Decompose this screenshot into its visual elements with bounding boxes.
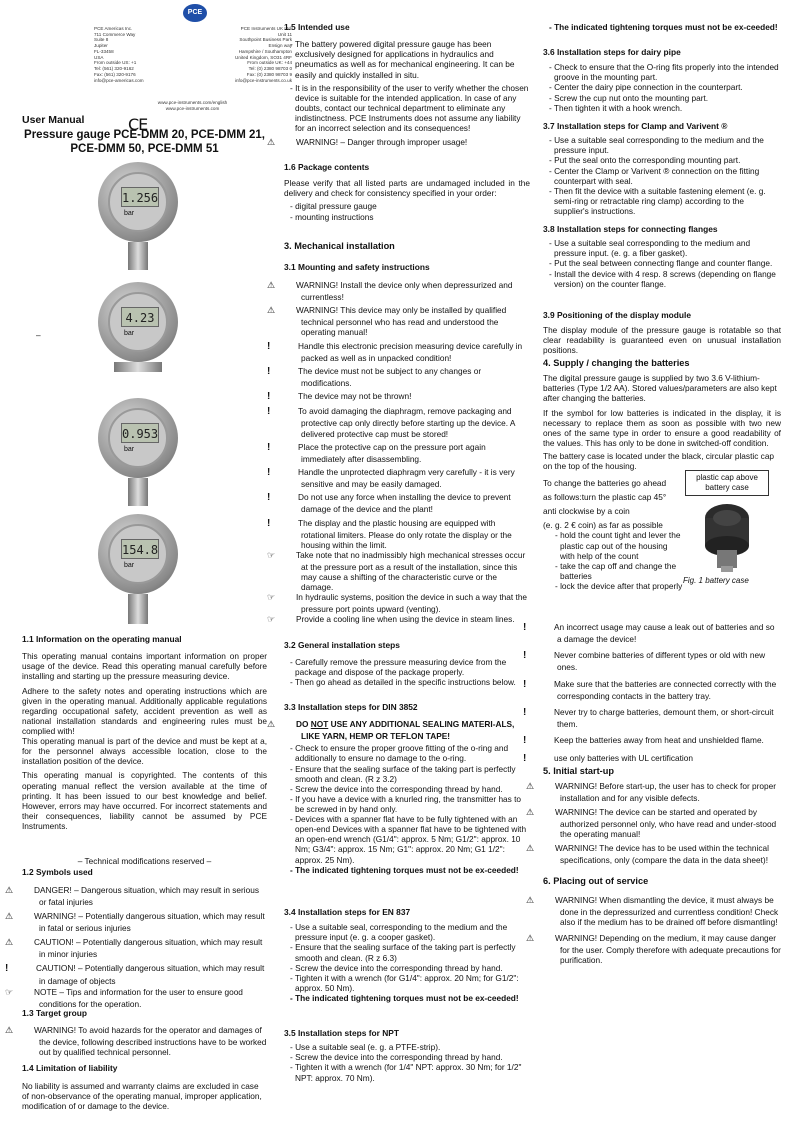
section-1-1 bbox=[22, 634, 267, 831]
list-item: - It is in the responsibility of the user to verify whether the chosen device is suitable for the intended application. In case of any doubts, contact our technical department to eliminate any indistinctness. PCE Instruments does not assume any liability for an incorrect selection and its consequences! bbox=[290, 82, 529, 134]
caution-text: The display and the plastic housing are equipped with rotational limiters. Please do only rotate the display or the housing within the limit. bbox=[298, 517, 512, 550]
note-text: Provide a cooling line when using the device in steam lines. bbox=[296, 614, 515, 625]
company-header bbox=[93, 4, 292, 116]
section-title: 3.8 Installation steps for connecting flanges bbox=[543, 224, 718, 234]
list-item: - Check to ensure that the O-ring fits properly into the intended groove in the mounting part. bbox=[549, 62, 779, 83]
list-item: - Then tighten it with a hook wrench. bbox=[549, 102, 683, 113]
website-links bbox=[93, 100, 292, 111]
website-link-english[interactable]: www.pce-instruments.com/english bbox=[157, 100, 228, 105]
gauge-image-dmm50: 0.953 bar bbox=[98, 398, 178, 508]
section-title: 5. Initial start-up bbox=[543, 766, 614, 776]
paragraph: No liability is assumed and warranty claims are excluded in case of non-observance of the operating manual, improper application, modification of or damage to the device. bbox=[22, 1081, 262, 1112]
caution-text: Keep the batteries away from heat and unshielded flame. bbox=[554, 735, 764, 746]
exclamation-icon: ! bbox=[523, 735, 527, 747]
list-item: - Put the seal between connecting flange and counter flange. bbox=[549, 258, 773, 269]
warning-text: WARNING! Before start-up, the user has to check for proper installation and for any visible defects. bbox=[555, 781, 777, 804]
section-3-3 bbox=[267, 702, 530, 875]
warning-icon: ⚠ bbox=[267, 720, 276, 731]
warning-icon: ⚠ bbox=[267, 281, 276, 292]
stray-dash: – bbox=[36, 330, 41, 340]
note-hand-icon: ☞ bbox=[267, 551, 276, 561]
list-item: - Use a suitable seal (e. g. a PTFE-strip). bbox=[290, 1042, 441, 1053]
section-title: 3.3 Installation steps for DIN 3852 bbox=[284, 702, 418, 712]
list-item: - hold the count tight and lever the plastic cap out of the housing with help of the count bbox=[555, 530, 681, 561]
pce-logo: PCE bbox=[183, 4, 207, 22]
list-item: - digital pressure gauge bbox=[290, 201, 377, 212]
section-title: 1.4 Limitation of liability bbox=[22, 1063, 118, 1073]
caution-text: Handle this electronic precision measuring device carefully in packed as well as in unpacked condition! bbox=[298, 340, 523, 363]
section-title: 3.6 Installation steps for dairy pipe bbox=[543, 47, 681, 57]
caution-text: Make sure that the batteries are connected correctly with the corresponding contacts in the battery tray. bbox=[554, 678, 777, 701]
battery-steps: To change the batteries go ahead as follows:turn the plastic cap 45° anti clockwise by a coin (e. g. 2 € coin) as far as possible - hold the count tight and lever the plastic cap out of the housing with help of the count - take the cap off and change the batteries - lock the device after that properly bbox=[543, 478, 683, 591]
list-item: - Then go ahead as detailed in the specific instructions below. bbox=[290, 677, 516, 688]
warning-icon: ⚠ bbox=[5, 886, 14, 897]
section-title: 3.9 Positioning of the display module bbox=[543, 310, 691, 320]
section-1-2 bbox=[5, 867, 267, 1009]
caution-text: Never combine batteries of different types or old with new ones. bbox=[554, 650, 766, 673]
website-link[interactable]: www.pce-instruments.com bbox=[165, 105, 220, 111]
list-item: - Ensure that the sealing surface of the taking part is perfectly smooth and clean. (R z 6.3) bbox=[290, 942, 516, 963]
section-6 bbox=[526, 876, 781, 966]
warning-text: WARNING! When dismantling the device, it must always be done in the depressurized and currentless condition! Check also if the medium has to be drained off before dismantling! bbox=[555, 895, 779, 928]
user-manual-label: User Manual bbox=[22, 114, 85, 126]
caution-text: The device must not be subject to any changes or modifications. bbox=[298, 365, 482, 388]
section-3-title: 3. Mechanical installation bbox=[284, 241, 395, 251]
exclamation-icon: ! bbox=[523, 622, 527, 633]
list-item: - Use a suitable seal, corresponding to the medium and the pressure input (e. g. a cooper gasket). bbox=[290, 922, 508, 943]
warning-icon: ⚠ bbox=[526, 808, 535, 819]
exclamation-icon: ! bbox=[267, 517, 271, 529]
section-1-3 bbox=[5, 1008, 267, 1058]
gauge-image-dmm20: 1.256 bar bbox=[98, 162, 178, 274]
list-item: - Install the device with 4 resp. 8 screws (depending on flange version) on the counter flange. bbox=[549, 268, 776, 289]
list-item: - Screw the device into the corresponding thread by hand. bbox=[290, 962, 503, 973]
paragraph: The digital pressure gauge is supplied by two 3.6 V-lithium-batteries (Type 1/2 AA). Stored values/parameters are also kept after changing the batteries. bbox=[543, 373, 777, 404]
list-item: - Put the seal onto the corresponding mounting part. bbox=[549, 155, 741, 166]
list-item: - Check to ensure the proper groove fitting of the o-ring and additionally to ensure no damage to the o-ring. bbox=[290, 743, 509, 764]
target-group-text: WARNING! To avoid hazards for the operator and damages of the device, following described instructions have to be worked out by qualified technical personnel. bbox=[34, 1025, 267, 1058]
ce-mark: CE bbox=[128, 115, 148, 134]
warning-icon: ⚠ bbox=[526, 896, 535, 907]
section-3-6 bbox=[543, 47, 781, 113]
section-3-8 bbox=[543, 224, 781, 289]
technical-modifications-note: – Technical modifications reserved – bbox=[77, 856, 212, 866]
section-title: 3.2 General installation steps bbox=[284, 640, 400, 650]
caution-text: The device may not be thrown! bbox=[298, 391, 412, 402]
battery-cautions bbox=[523, 622, 781, 766]
note-text: Take note that no inadmissibly high mechanical stresses occur at the pressure port as a result of the installation, since this may cause a shifting of the characteristic curve or the damage. bbox=[296, 550, 526, 593]
exclamation-icon: ! bbox=[523, 678, 527, 690]
exclamation-icon: ! bbox=[267, 406, 271, 418]
exclamation-icon: ! bbox=[523, 650, 527, 662]
list-item: - Then fit the device with a suitable fastening element (e. g. semi-ring or retractable ring clamp) according to the supplier's instructions. bbox=[549, 185, 766, 217]
exclamation-icon: ! bbox=[267, 467, 271, 478]
section-1-4 bbox=[22, 1063, 267, 1112]
warning-icon: ⚠ bbox=[526, 782, 535, 793]
section-3-2 bbox=[284, 640, 530, 688]
list-item: - Tighten it with a wrench (for 1/4" NPT: approx. 30 Nm; for 1/2" NPT: approx. 70 Nm). bbox=[290, 1062, 522, 1083]
paragraph: This operating manual is copyrighted. The contents of this operating manual reflect the version available at the time of printing. It has been issued to our best knowledge and belief. However, errors may have occurred. For incorrect statements and their consequences, liability cannot be assumed by PCE Instruments. bbox=[22, 770, 267, 831]
warning-icon: ⚠ bbox=[267, 138, 276, 149]
document-title: Pressure gauge PCE-DMM 20, PCE-DMM 21, PCE-DMM 50, PCE-DMM 51 bbox=[24, 129, 265, 156]
list-item: - The battery powered digital pressure gauge has been exclusively designed for applications in hydraulics and pneumatics as well as for mechanical engineering. It can be easily and quickly installed in situ. bbox=[290, 39, 515, 80]
section-3-4 bbox=[284, 907, 530, 1003]
caution-text: An incorrect usage may cause a leak out of batteries and so a damage the device! bbox=[554, 622, 775, 645]
paragraph: Please verify that all listed parts are undamaged included in the delivery and check for consistency specified in your order: bbox=[284, 178, 530, 199]
symbol-note: NOTE – Tips and information for the user to ensure good conditions for the operation. bbox=[34, 986, 243, 1009]
exclamation-icon: ! bbox=[5, 963, 9, 975]
list-item: - If you have a device with a knurled ring, the transmitter has to be screwed in by hand only. bbox=[290, 793, 522, 814]
paragraph: This operating manual is part of the device and must be kept at a, for the personnel always accessible location, close to the installation position of the device. bbox=[22, 736, 267, 767]
exclamation-icon: ! bbox=[523, 706, 527, 718]
gauge-display: 4.23 bbox=[121, 307, 159, 327]
list-item: - Devices with a spanner flat have to be fully tightened with an open-end Devices with a spanner flat have to be tightened with an open-end wrench (G1/4": approx. 5 Nm; G1/2": approx. 10 Nm; G3/4": approx. 15 Nm; G1": approx. 20 Nm; G1 1/2": approx. 25 Nm). bbox=[290, 814, 527, 865]
section-4 bbox=[543, 358, 781, 471]
symbol-caution-injury: CAUTION! – Potentially dangerous situation, which may result in minor injuries bbox=[34, 937, 263, 960]
list-item: - mounting instructions bbox=[290, 211, 374, 222]
caution-text: To avoid damaging the diaphragm, remove packaging and protective cap only directly before starting up the device. A delivered protective cap must be stored! bbox=[298, 406, 515, 439]
caution-text: Never try to charge batteries, demount them, or short-circuit them. bbox=[554, 706, 774, 730]
list-item: - The indicated tightening torques must not be ex-ceeded! bbox=[290, 864, 519, 875]
section-3-1 bbox=[267, 262, 530, 626]
symbol-danger: DANGER! – Dangerous situation, which may result in serious or fatal injuries bbox=[34, 885, 260, 908]
section-title: 1.5 Intended use bbox=[284, 22, 350, 32]
warning-icon: ⚠ bbox=[526, 844, 535, 855]
section-3-9 bbox=[543, 310, 781, 356]
figure-callout: plastic cap above battery case bbox=[685, 470, 769, 496]
warning-text: WARNING! – Danger through improper usage! bbox=[296, 137, 468, 148]
list-item: - Center the dairy pipe connection in the counterpart. bbox=[549, 82, 743, 93]
warning-icon: ⚠ bbox=[5, 912, 14, 923]
warning-icon: ⚠ bbox=[5, 1026, 14, 1037]
list-item: - Screw the device into the corresponding thread by hand. bbox=[290, 1052, 503, 1063]
warning-text: WARNING! The device has to be used within the technical specifications, only (compare the data in the data sheet)! bbox=[555, 843, 769, 866]
paragraph: The battery case is located under the black, circular plastic cap on the top of the housing. bbox=[543, 450, 775, 472]
list-item: - lock the device after that properly bbox=[555, 580, 683, 591]
paragraph: Adhere to the safety notes and operating instructions which are given in the operating manual. Additionally applicable regulations regarding occupational safety, accident prevention as well as national installation standards and engineering rules must be complied with! bbox=[22, 685, 267, 737]
section-title: 1.6 Package contents bbox=[284, 162, 370, 172]
section-title: 3.7 Installation steps for Clamp and Varivent ® bbox=[543, 121, 728, 131]
exclamation-icon: ! bbox=[267, 492, 271, 504]
section-title: 3.5 Installation steps for NPT bbox=[284, 1028, 399, 1038]
warning-text: WARNING! This device may only be installed by qualified technical personnel who has read and understood the operating manual! bbox=[296, 305, 507, 338]
gauge-display: 154.8 bbox=[121, 539, 159, 559]
us-address: PCE Americas Inc. 711 Commerce Way Suite 8 Jupiter FL-33458 USA From outside US: +1 Tel: (561) 320-9162 Fax: (561) 320-9176 info@pce-americas.com bbox=[94, 26, 144, 83]
caution-text: Do not use any force when installing the device to prevent damage of the device and the plant! bbox=[298, 492, 511, 515]
warning-icon: ⚠ bbox=[267, 306, 276, 317]
caution-text: use only batteries with UL certification bbox=[554, 753, 693, 764]
note-hand-icon: ☞ bbox=[267, 615, 276, 626]
symbol-warning: WARNING! – Potentially dangerous situation, which may result in fatal or serious injuries bbox=[34, 911, 265, 934]
section-title: 3.4 Installation steps for EN 837 bbox=[284, 907, 411, 917]
list-item: - The indicated tightening torques must not be ex-ceeded! bbox=[549, 22, 778, 32]
battery-case-image bbox=[701, 498, 761, 574]
paragraph: If the symbol for low batteries is indicated in the display, it is necessary to replace them as soon as possible with two new ones of the same type in order to ensure a good readability of the values. This has only to be done in switched-off condition. bbox=[543, 407, 781, 448]
warning-text: WARNING! Install the device only when depressurized and currentless! bbox=[296, 280, 513, 303]
caution-text: Handle the unprotected diaphragm very carefully - it is very sensitive and may be easily damaged. bbox=[298, 467, 515, 490]
section-1-6 bbox=[284, 162, 530, 222]
section-title: 1.3 Target group bbox=[22, 1008, 87, 1018]
uk-address: PCE Instruments UK Ltd. Unit 11 Southpoint Business Park Ensign way Hampshire / Southampton United Kingdom, SO31 4RF From outside UK: +44 Tel: (0) 2380 98703 0 Fax: (0) 2380 98703 9 info@pce-instruments.co.uk bbox=[234, 26, 292, 83]
list-item: - take the cap off and change the batteries bbox=[555, 560, 677, 581]
warning-text: WARNING! Depending on the medium, it may cause danger for the user. Comply therefore with adequate precautions for purification. bbox=[555, 933, 781, 966]
section-title: 3.1 Mounting and safety instructions bbox=[284, 262, 430, 272]
list-item: - Use a suitable seal corresponding to the medium and pressure input. (e. g. a fiber gasket). bbox=[549, 238, 751, 259]
warning-icon: ⚠ bbox=[5, 938, 14, 949]
sealing-warning: DO NOT USE ANY ADDITIONAL SEALING MATERI-ALS, LIKE YARN, HEMP OR TEFLON TAPE! bbox=[296, 719, 515, 742]
section-title: 4. Supply / changing the batteries bbox=[543, 358, 690, 368]
symbol-caution-objects: CAUTION! – Potentially dangerous situation, which may result in damage of objects bbox=[36, 963, 265, 986]
section-title: 1.1 Information on the operating manual bbox=[22, 634, 182, 644]
list-item: - Carefully remove the pressure measuring device from the package and dispose of the package properly. bbox=[290, 657, 507, 678]
note-hand-icon: ☞ bbox=[267, 593, 276, 604]
caution-text: Place the protective cap on the pressure port again immediately after disassembling. bbox=[298, 441, 486, 464]
list-item: - Tighten it with a wrench (for G1/4": approx. 20 Nm; for G1/2": approx. 50 Nm). bbox=[290, 972, 519, 993]
exclamation-icon: ! bbox=[523, 753, 527, 765]
warning-text: WARNING! The device can be started and operated by authorized personnel only, who have read and under-stood the operating manual! bbox=[555, 807, 777, 840]
exclamation-icon: ! bbox=[267, 441, 271, 453]
section-1-5 bbox=[267, 22, 530, 149]
list-item: - Use a suitable seal corresponding to the medium and the pressure input. bbox=[549, 135, 764, 156]
list-item: - The indicated tightening torques must not be ex-ceeded! bbox=[290, 993, 519, 1004]
gauge-display: 0.953 bbox=[121, 423, 159, 443]
list-item: - Screw the cup nut onto the mounting part. bbox=[549, 92, 709, 103]
section-5 bbox=[526, 766, 781, 866]
paragraph: The display module of the pressure gauge is rotatable so that clear readability is guaranteed even on unusual installation positions. bbox=[543, 325, 781, 356]
warning-icon: ⚠ bbox=[526, 934, 535, 945]
exclamation-icon: ! bbox=[267, 391, 271, 403]
section-3-7 bbox=[543, 121, 781, 216]
section-3-5 bbox=[284, 1028, 530, 1083]
section-title: 1.2 Symbols used bbox=[22, 867, 93, 877]
gauge-display: 1.256 bbox=[121, 187, 159, 207]
exclamation-icon: ! bbox=[267, 365, 271, 377]
section-title: 6. Placing out of service bbox=[543, 876, 649, 886]
paragraph: This operating manual contains important information on proper usage of the device. Read this operating manual carefully before installing and starting up the pressure measuring device. bbox=[22, 651, 267, 682]
note-hand-icon: ☞ bbox=[5, 987, 14, 998]
list-item: - Ensure that the sealing surface of the taking part is perfectly smooth and clean. (R z 3.2) bbox=[290, 763, 516, 784]
note-text: In hydraulic systems, position the device in such a way that the pressure port points upward (venting). bbox=[296, 592, 528, 615]
list-item: - Screw the device into the corresponding thread by hand. bbox=[290, 783, 503, 794]
gauge-image-dmm51: 154.8 bar bbox=[98, 514, 178, 626]
list-item: - Center the Clamp or Varivent ® connection on the fitting counterpart with seal. bbox=[549, 165, 760, 186]
gauge-image-dmm21: 4.23 bar bbox=[98, 282, 178, 384]
exclamation-icon: ! bbox=[267, 340, 271, 352]
figure-caption: Fig. 1 battery case bbox=[683, 576, 749, 585]
